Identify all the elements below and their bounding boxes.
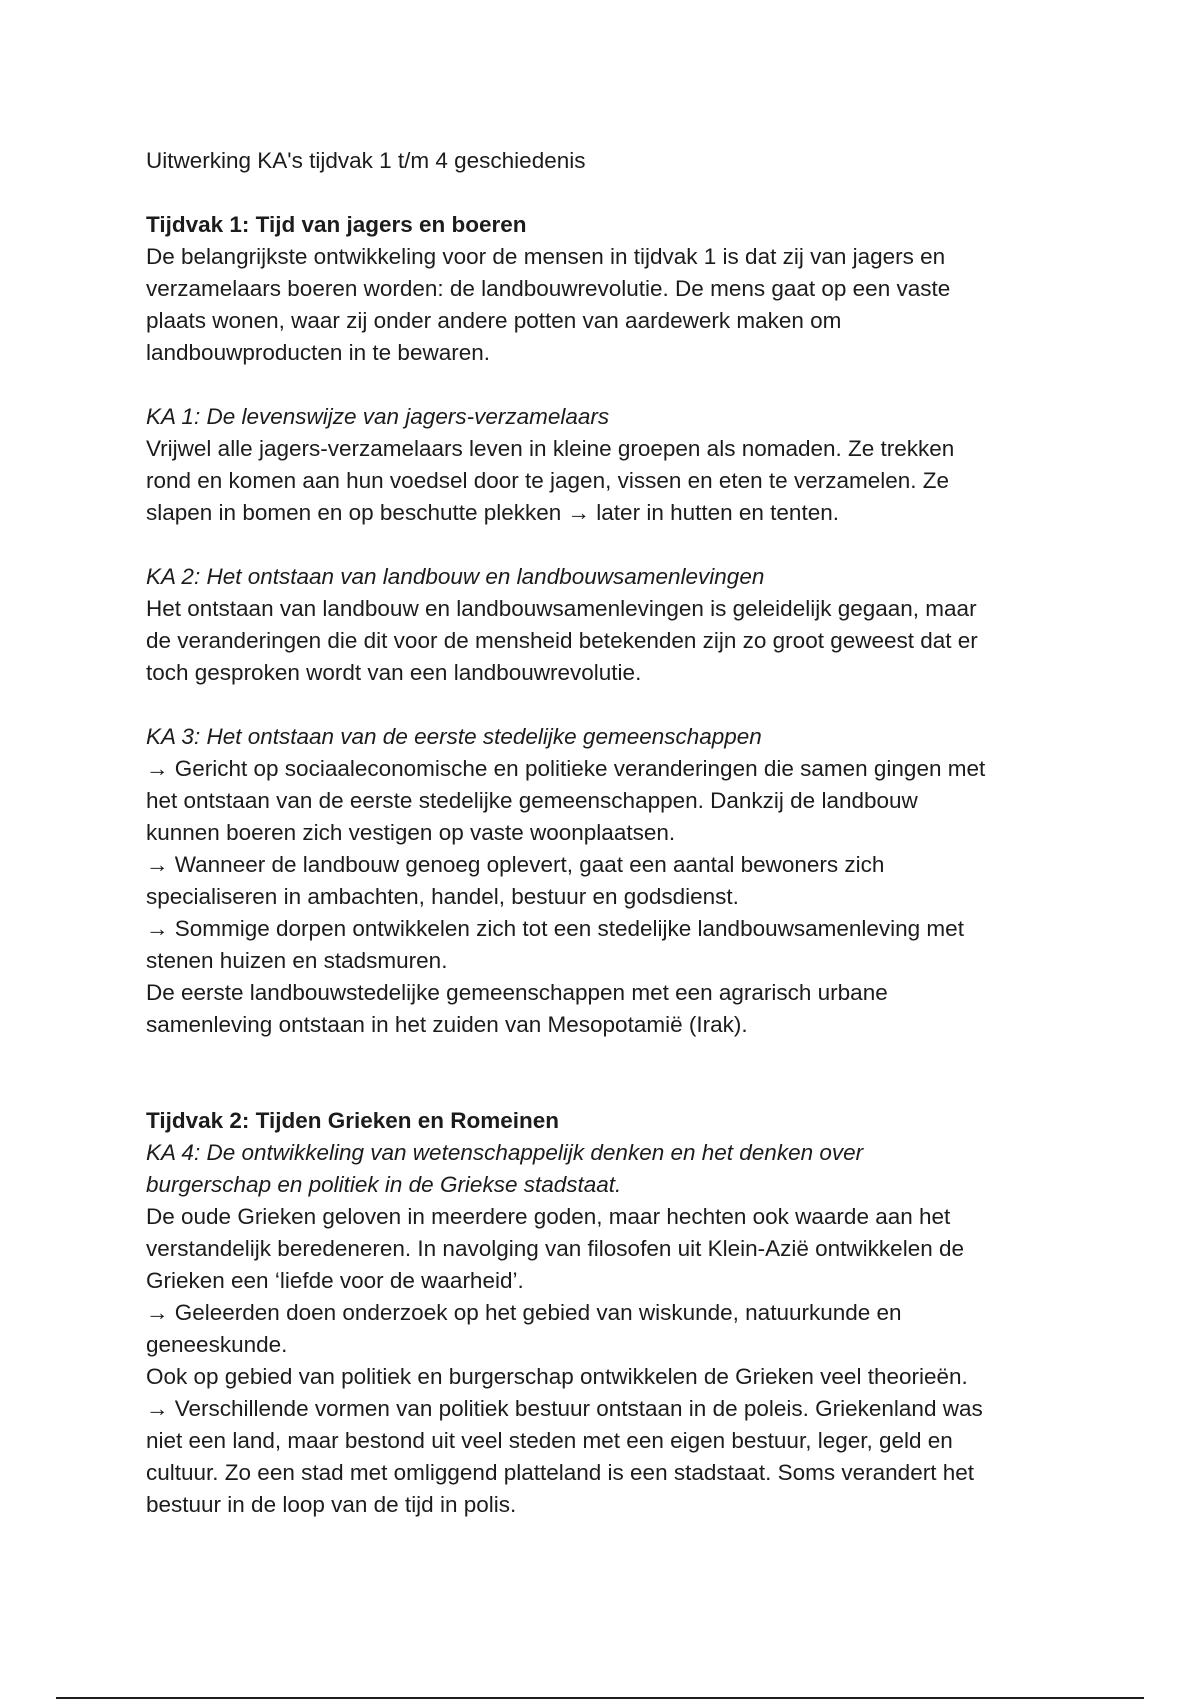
paragraph-line: → Wanneer de landbouw genoeg oplevert, gaat een aantal bewoners zich [146,852,885,877]
paragraph-line: Het ontstaan van landbouw en landbouwsamenlevingen is geleidelijk gegaan, maar [146,596,977,621]
tijdvak1-heading: Tijdvak 1: Tijd van jagers en boeren [146,212,527,237]
paragraph-line: landbouwproducten in te bewaren. [146,340,490,365]
ka4-title-line: burgerschap en politiek in de Griekse stadstaat. [146,1172,622,1197]
ka4-body [146,1201,1086,1521]
paragraph-line: niet een land, maar bestond uit veel steden met een eigen bestuur, leger, geld en [146,1428,953,1453]
ka2-title: KA 2: Het ontstaan van landbouw en landbouwsamenlevingen [146,564,765,589]
paragraph-line: specialiseren in ambachten, handel, bestuur en godsdienst. [146,884,739,909]
paragraph-line: de veranderingen die dit voor de mensheid betekenden zijn zo groot geweest dat er [146,628,978,653]
paragraph-line: bestuur in de loop van de tijd in polis. [146,1492,517,1517]
paragraph-line: verstandelijk beredeneren. In navolging van filosofen uit Klein-Azië ontwikkelen de [146,1236,964,1261]
paragraph-line: → Geleerden doen onderzoek op het gebied van wiskunde, natuurkunde en [146,1300,902,1325]
ka4-title [146,1137,1086,1201]
paragraph-line: Vrijwel alle jagers-verzamelaars leven in kleine groepen als nomaden. Ze trekken [146,436,955,461]
paragraph-line: stenen huizen en stadsmuren. [146,948,448,973]
paragraph-line: → Sommige dorpen ontwikkelen zich tot een stedelijke landbouwsamenleving met [146,916,964,941]
document-title: Uitwerking KA's tijdvak 1 t/m 4 geschiedenis [146,148,586,173]
paragraph-line: geneeskunde. [146,1332,288,1357]
document-page [146,145,1086,1521]
paragraph-line: De eerste landbouwstedelijke gemeenschappen met een agrarisch urbane [146,980,888,1005]
paragraph-line: verzamelaars boeren worden: de landbouwrevolutie. De mens gaat op een vaste [146,276,951,301]
tijdvak1-intro [146,241,1086,369]
paragraph-line: Grieken een ‘liefde voor de waarheid’. [146,1268,524,1293]
paragraph-line: cultuur. Zo een stad met omliggend platteland is een stadstaat. Soms verandert het [146,1460,974,1485]
page-bottom-rule [56,1697,1144,1699]
ka1-title: KA 1: De levenswijze van jagers-verzamelaars [146,404,610,429]
paragraph-line: Ook op gebied van politiek en burgerschap ontwikkelen de Grieken veel theorieën. [146,1364,968,1389]
paragraph-line: het ontstaan van de eerste stedelijke gemeenschappen. Dankzij de landbouw [146,788,918,813]
ka1-body [146,433,1086,529]
ka4-title-line: KA 4: De ontwikkeling van wetenschappelijk denken en het denken over [146,1140,864,1165]
paragraph-line: plaats wonen, waar zij onder andere potten van aardewerk maken om [146,308,842,333]
paragraph-line: slapen in bomen en op beschutte plekken → later in hutten en tenten. [146,500,839,525]
paragraph-line: De belangrijkste ontwikkeling voor de mensen in tijdvak 1 is dat zij van jagers en [146,244,946,269]
paragraph-line: samenleving ontstaan in het zuiden van Mesopotamië (Irak). [146,1012,748,1037]
ka2-body [146,593,1086,689]
paragraph-line: kunnen boeren zich vestigen op vaste woonplaatsen. [146,820,676,845]
paragraph-line: rond en komen aan hun voedsel door te jagen, vissen en eten te verzamelen. Ze [146,468,950,493]
paragraph-line: De oude Grieken geloven in meerdere goden, maar hechten ook waarde aan het [146,1204,951,1229]
ka3-body [146,753,1086,1041]
tijdvak2-heading: Tijdvak 2: Tijden Grieken en Romeinen [146,1108,560,1133]
paragraph-line: → Gericht op sociaaleconomische en politieke veranderingen die samen gingen met [146,756,986,781]
paragraph-line: toch gesproken wordt van een landbouwrevolutie. [146,660,642,685]
ka3-title: KA 3: Het ontstaan van de eerste stedelijke gemeenschappen [146,724,762,749]
paragraph-line: → Verschillende vormen van politiek bestuur ontstaan in de poleis. Griekenland was [146,1396,983,1421]
